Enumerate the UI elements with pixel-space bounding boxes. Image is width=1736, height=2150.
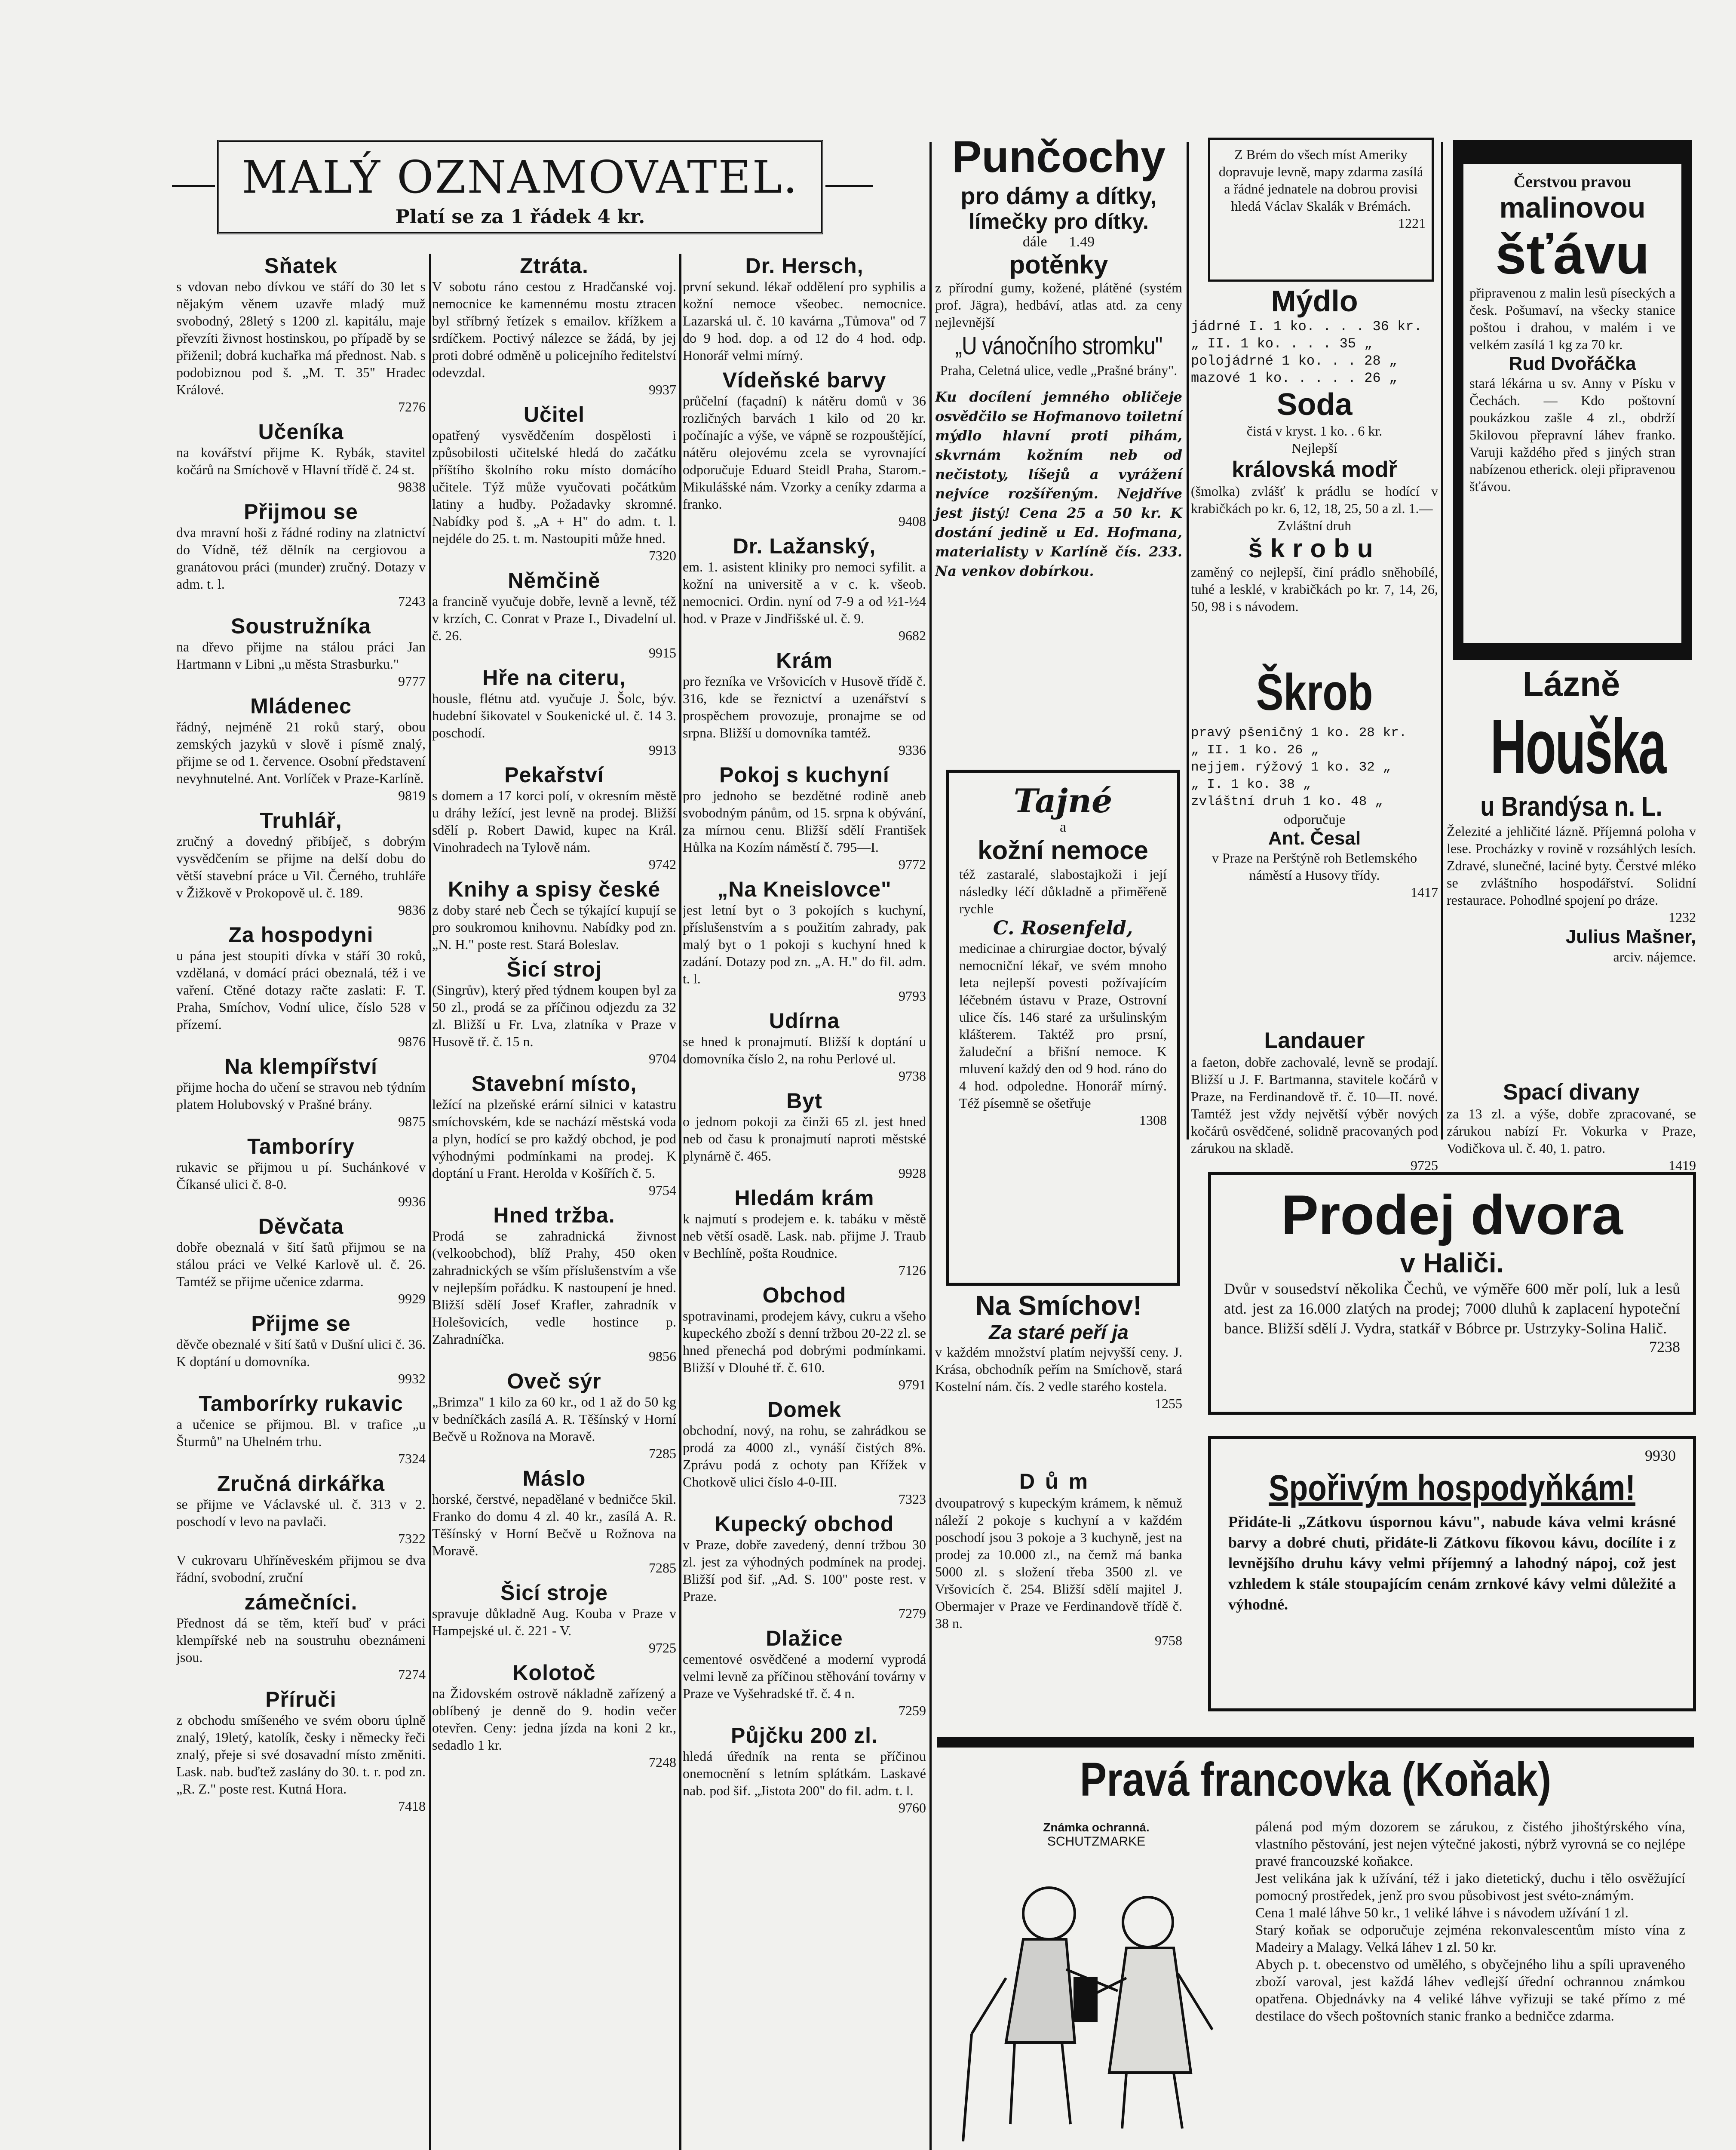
konak-text-1: pálená pod mým dozorem se zárukou, z čistého jihoštýrského vína, vlastního pěstování, jest nejen výtečné jakosti, nýbrž vyrovná se co nejlépe pravé francouzské koňakce. (1255, 1819, 1685, 1869)
skrob-price-list (1191, 725, 1438, 811)
classified-ad (176, 1687, 426, 1815)
classified-heading: Za hospodyni (228, 923, 374, 947)
classified-ad (432, 1072, 676, 1199)
puncochy-text: z přírodní gumy, kožené, plátěné (systém prof. Jägra), hedbáví, atlas atd. za ceny nejlevnější (935, 280, 1182, 330)
classified-heading: „Na Kneislovce" (717, 877, 892, 901)
skrob2-ref: 1417 (1411, 885, 1438, 900)
classified-ref: 9754 (649, 1182, 676, 1198)
column-2 (432, 254, 676, 2150)
soda-text5: zaměný co nejlepší, činí prádlo sněhobílé, tuhé a lesklé, v krabičkách po kr. 7, 14, 26, 50, 98 i s návodem. (1191, 564, 1438, 614)
classified-ad (176, 1312, 426, 1387)
classified-heading: Šicí stroje (500, 1581, 608, 1605)
classified-ad (176, 500, 426, 610)
classified-ref: 7243 (398, 593, 426, 609)
classified-ad (683, 1009, 926, 1084)
classified-ad (176, 1471, 426, 1547)
header-box (217, 140, 823, 234)
classified-heading: Máslo (522, 1466, 586, 1490)
konak-box (937, 1737, 1694, 2150)
classified-ref: 9738 (899, 1068, 926, 1084)
puncochy-dale: dále (1022, 234, 1047, 250)
classified-heading: Krám (776, 648, 833, 673)
classified-heading: Učitel (523, 402, 585, 427)
classified-ref: 9932 (398, 1371, 426, 1386)
smichov-text: v každém množství platím nejvyšší ceny. J. Krása, obchodník peřím na Smíchově, stará Kostelní nám. čís. 2 vedle starého kostela. (935, 1344, 1182, 1394)
classified-ref: 7322 (398, 1531, 426, 1546)
classified-heading: Hře na citeru, (482, 666, 626, 690)
skrob2-text: v Praze na Perštýně roh Betlemského náměstí a Husovy třídy. (1212, 850, 1417, 883)
classified-text: a učenice se přijmou. Bl. v trafice „u Šturmů" na Uhelném trhu. (176, 1416, 426, 1449)
lazne-name: Julius Mašner, (1565, 926, 1696, 947)
landauer-text: a faeton, dobře zachovalé, levně se prodají. Bližší u J. F. Bartmanna, stavitele kočárů v Praze, na Ferdinandově tř. č. 10—II. nové. Tamtéž jest vždy největší výběr nových kočárů osvědčené, solidně pracovaných pod zárukou na skladě. (1191, 1054, 1438, 1156)
classified-text: jest letní byt o 3 pokojích s kuchyní, příslušenstvím a s použitím zahrady, pak malý byt o 1 pokoji s kuchyní hned k zadání. Dotazy pod zn. „A. H." do fil. adm. t. l. (683, 902, 926, 986)
classified-ad (432, 1581, 676, 1656)
classified-ad (683, 763, 926, 873)
classified-text: na kovářství přijme K. Rybák, stavitel kočárů na Smíchově v Hlavní třídě č. 24 st. (176, 445, 426, 477)
classified-heading: zámečníci. (244, 1590, 358, 1614)
classified-heading: Byt (786, 1089, 822, 1113)
classified-text: se přijme ve Václavské ul. č. 313 v 2. poschodí v levo na pavlači. (176, 1496, 426, 1529)
dvur-ref: 7238 (1649, 1338, 1680, 1355)
dvur-sub: v Haliči. (1400, 1247, 1504, 1278)
classified-text: pro jednoho se bezdětné rodině aneb svobodným pánům, od 15. srpna k obývání, za mírnou cenu. Bližší sdělí František Hůlka na Kozím náměstí č. 795—I. (683, 788, 926, 855)
lazne-t3: u Brandýsa n. L. (1480, 791, 1662, 822)
sporivym-title: Spořivým hospodyňkám! (1268, 1468, 1636, 1508)
soda-text2: Nejlepší (1291, 440, 1337, 456)
column-rule-3 (929, 142, 932, 2150)
tajne-box (946, 770, 1180, 1286)
dum-ref: 9758 (1155, 1633, 1182, 1648)
classified-heading: Přijmou se (244, 500, 358, 524)
classified-text: k najmutí s prodejem e. k. tabáku v městě neb větší osadě. Lask. nab. přijme J. Traub v Bechlíně, pošta Roudnice. (683, 1211, 926, 1261)
sporivym-box (1208, 1436, 1696, 1711)
konak-text (1255, 1818, 1685, 2025)
price-row: „ II. 1 ko. 26 „ (1191, 743, 1319, 758)
tajne-text1: též zastaralé, slabostajkoži i její následky léčí důkladně a přiměřeně rychle (959, 866, 1167, 916)
classified-ref: 7248 (649, 1754, 676, 1770)
landauer-title: Landauer (1264, 1028, 1365, 1053)
puncochy-addr: Praha, Celetná ulice, vedle „Prašné brány". (940, 362, 1178, 378)
divany-ref: 1419 (1669, 1158, 1696, 1173)
classified-ad (683, 1723, 926, 1816)
classified-ad (683, 1626, 926, 1719)
tajne-text2: medicinae a chirurgiae doctor, bývalý nemocniční lékař, ve svém mnoho leta nejlepší povesti požívajícím léčebném ústavu v Praze, Ostrovní ulice čís. 146 staré za uršulinským klášterem. Taktéž pro prsní, žaludeční a břišní nemoce. K mluvení každý den od 9 hod. ráno do 4 hod. odpoledne. Honorář mírný. Též písemně se ošetřuje (959, 940, 1167, 1111)
smichov-title: Na Smíchov! (975, 1290, 1142, 1321)
classified-ref: 7259 (899, 1703, 926, 1718)
puncochy-potenky: potěnky (1009, 250, 1108, 279)
smichov-sub: Za staré peří ja (989, 1321, 1129, 1343)
konak-text-5: Abych p. t. obecenstvo od umělého, s obyčejného lihu a spíli upraveného zboží varoval, jest každá láhev vedlejší úřední ochrannou známkou opatřena. Objednávky na 4 veliké láhve vyřizuji se také přímo z mé destilace do všech poštovních stanic franko a bedničce zdarma. (1255, 1957, 1685, 2024)
classified-heading: Tamborírky rukavic (199, 1391, 403, 1416)
skrob2-odp: odporučuje (1283, 811, 1346, 827)
classified-heading: Na klempířství (224, 1054, 377, 1078)
classified-text: s vdovan nebo dívkou ve stáří do 30 let s nějakým věnem uzavře mladý muž svobodný, 28letý s 1200 zl. kapitálu, maje převzíti živnost hostinskou, po případě by se přiženil; dobrá kuchařka má přednost. Nab. s podobiznou pod š. „M. T. 35" Hradec Králové. (176, 279, 426, 397)
column-rule-5 (1441, 142, 1443, 1140)
classified-heading: Přijme se (251, 1312, 351, 1336)
malinova-box (1453, 140, 1692, 660)
classified-ad (176, 254, 426, 415)
classified-ad (176, 808, 426, 918)
tajne-a: a (1059, 819, 1067, 835)
price-row: „ II. 1 ko. . . . 35 „ (1191, 336, 1373, 352)
classified-ad (683, 648, 926, 759)
classified-ref: 7276 (398, 399, 426, 415)
classified-text: opatřený vysvědčením dospělosti i způsobilosti učitelské hledá do začátku příštího školního roku místo domácího učitele. Týž může vyučovati počátkům latiny a hudby. Požadavky skromné. Nabídky pod š. „A + H" do adm. t. l. nejdéle do 25. t. m. Nastoupiti může hned. (432, 427, 676, 546)
tajne-name: C. Rosenfeld, (993, 917, 1133, 939)
trademark-illustration (946, 1849, 1247, 2150)
classified-heading: Hledám krám (734, 1186, 874, 1210)
classified-ad (432, 763, 676, 873)
price-row: mazové 1 ko. . . . . 26 „ (1191, 370, 1398, 386)
classified-text: a francině vyučuje dobře, levně a levně, též v krzích, C. Conrat v Praze I., Divadelní ul. č. 26. (432, 593, 676, 643)
classified-ref: 7274 (398, 1667, 426, 1682)
classified-heading: Zručná dirkářka (217, 1471, 385, 1496)
classified-ad (176, 1134, 426, 1210)
classified-ref: 7285 (649, 1446, 676, 1461)
classified-ref: 9819 (398, 788, 426, 803)
classified-ref: 9408 (899, 513, 926, 529)
classified-heading: Šicí stroj (506, 957, 602, 981)
malinova-t1: Čerstvou pravou (1513, 173, 1632, 191)
classified-heading: Ztráta. (520, 254, 589, 278)
classified-ref: 9913 (649, 742, 676, 758)
classified-text: cementové osvědčené a moderní vyprodá velmi levně za příčinou stěhování továrny v Praze ve Vyšehradské tř. č. 4 n. (683, 1651, 926, 1701)
classified-heading: Němčině (508, 568, 601, 593)
classified-heading: Domek (767, 1398, 841, 1422)
classified-ad (683, 1283, 926, 1393)
skrob-title: škrobu (1248, 534, 1381, 563)
lazne-t1: Lázně (1522, 665, 1620, 703)
classified-text: horské, čerstvé, nepadělané v bedničce 5kil. Franko do domu 4 zl. 40 kr., zasílá A. R. Těšínský v Horní Bečvě u Rožnova na Moravě. (432, 1491, 676, 1558)
konak-text-2: Jest velikána jak k užívání, též i jako dietetický, duchu i tělo osvěžující pomocný prostředek, jenž pro svou působivost jest svéto-známým. (1255, 1871, 1685, 1904)
classified-text: o jednom pokoji za činži 65 zl. jest hned neb od času k pronajmutí naproti městské plynárně č. 465. (683, 1114, 926, 1164)
column-rule-2 (679, 254, 681, 2150)
mydlo-title: Mýdlo (1271, 284, 1358, 318)
landauer-ad (1191, 1028, 1438, 1174)
classified-heading: Děvčata (258, 1214, 344, 1238)
classified-ref: 9725 (649, 1640, 676, 1656)
price-row: nejjem. rýžový 1 ko. 32 „ (1191, 760, 1391, 775)
classified-text: Prodá se zahradnická živnost (velkoobchod), blíž Prahy, 450 oken zahradnických se vším příslušenstvím a vše v nejlepším pořádku. K nastoupení je hned. Bližší sdělí Josef Krafler, zahradník v Holešovicích, vedle hostince p. Zahradníčka. (432, 1228, 676, 1347)
malinova-t3: šťávu (1495, 223, 1650, 286)
classified-text: první sekund. lékař oddělení pro syphilis a kožní nemoce všeobec. nemocnice. Lazarská ul. č. 10 kavárna „Tůmova" od 7 do 9 hod. dop. a od 12 do 4 hod. odp. Honorář velmi mírný. (683, 279, 926, 363)
classified-text: Přednost dá se těm, kteří buď v práci klempířské neb na soustruhu obeznámeni jsou. (176, 1615, 426, 1665)
malinova-name: Rud Dvořáčka (1509, 353, 1636, 374)
mydlo-price-list (1191, 318, 1438, 387)
classified-text: housle, flétnu atd. vyučuje J. Šolc, býv. hudební šikovatel v Soukenické ul. č. 14 3. poschodí. (432, 691, 676, 740)
puncochy-sub2: límečky pro dítky. (969, 209, 1149, 233)
dvur-title: Prodej dvora (1281, 1183, 1623, 1246)
classified-heading: Knihy a spisy české (448, 877, 661, 901)
classified-text: zručný a dovedný přibíječ, s dobrým vysvědčením se přijme na delší dobu do větší stavební práce u Vil. Černého, truhláře v Žižkově v Prokopově ul. č. 189. (176, 833, 426, 900)
soda-text: čistá v kryst. 1 ko. . 6 kr. (1246, 423, 1383, 439)
classified-heading: Obchod (762, 1283, 847, 1307)
classified-heading: Stavební místo, (471, 1072, 637, 1096)
dum-title: Dům (1019, 1469, 1098, 1493)
classified-heading: Dr. Hersch, (745, 254, 864, 278)
skrob-ad (1191, 660, 1438, 901)
classified-ad (683, 254, 926, 364)
classified-heading: Pokoj s kuchyní (719, 763, 889, 787)
trademark-label-2: SCHUTZMARKE (1047, 1834, 1146, 1849)
classified-ref: 9838 (398, 479, 426, 494)
lazne-ref: 1232 (1669, 909, 1696, 925)
classified-heading: Vídeňské barvy (722, 368, 886, 392)
classified-text: z doby staré neb Čech se týkající kupují se pro soukromou knihovnu. Nabídky pod zn. „N. H." poste rest. Stará Boleslav. (432, 902, 676, 952)
classified-ad (432, 877, 676, 953)
modr-title: královská modř (1232, 457, 1397, 482)
classified-heading: Soustružníka (231, 614, 371, 638)
classified-ref: 9336 (899, 742, 926, 758)
page-title: MALÝ OZNAMOVATEL. (242, 151, 799, 203)
malinova-t2: malinovou (1499, 191, 1646, 224)
dum-ad (935, 1468, 1182, 1649)
classified-text: V sobotu ráno cestou z Hradčanské voj. nemocnice ke kamennému mostu ztracen byl stříbrný řetízek s emailov. křížkem a srdíčkem. Poctivý nálezce se žádá, by jej proti dobré odměně u policejního ředitelství odevzdal. (432, 279, 676, 380)
puncochy-price: 1.49 (1069, 234, 1095, 250)
classified-ref: 9836 (398, 902, 426, 918)
classified-text: z obchodu smíšeného ve svém oboru úplně znalý, 19letý, katolík, česky i německy řeči znalý, přeje si své dosavadní místo změniti. Lask. nab. buďtež zaslány do 30. t. r. pod zn. „R. Z." poste rest. Kutná Hora. (176, 1712, 426, 1797)
sporivym-ref: 9930 (1645, 1447, 1676, 1464)
column-rule-1 (429, 254, 431, 2150)
lazne-ad (1447, 664, 1696, 965)
classified-ad (683, 368, 926, 530)
divany-ad (1447, 1079, 1696, 1174)
classified-heading: Učeníka (258, 420, 344, 444)
column-3 (683, 254, 926, 2150)
classified-ad (432, 254, 676, 398)
classified-ad (432, 1466, 676, 1576)
classified-heading: Dlažice (766, 1626, 843, 1650)
classified-text: V cukrovaru Uhříněveském přijmou se dva řádní, svobodní, zruční (176, 1552, 426, 1585)
classified-heading: Půjčku 200 zl. (731, 1723, 878, 1748)
classified-heading: Oveč sýr (507, 1369, 601, 1393)
classified-heading: Kupecký obchod (715, 1512, 894, 1536)
classified-ad (432, 1203, 676, 1365)
tajne-title: Tajné (1013, 782, 1113, 820)
classified-ref: 9936 (398, 1194, 426, 1209)
classified-text: dobře obeznalá v šití šatů přijmou se na stálou práci ve Velké Karlově ul. č. 26. Tamtéž se přijme učenice zdarma. (176, 1239, 426, 1289)
classified-text: spravuje důkladně Aug. Kouba v Praze v Hampejské ul. č. 221 - V. (432, 1606, 676, 1638)
classified-ad (683, 1186, 926, 1279)
classified-text: dva mravní hoši z řádné rodiny na zlatnictví do Vídně, též dělník na cergiovou a granátovou práci (munder) zručný. Dotazy v adm. t. l. (176, 525, 426, 592)
column-rule-4 (1187, 142, 1189, 1140)
tajne-ref: 1308 (1139, 1112, 1167, 1128)
classified-ref: 7418 (398, 1798, 426, 1814)
price-row: jádrné I. 1 ko. . . . 36 kr. (1191, 319, 1422, 335)
classified-ref: 9793 (899, 988, 926, 1004)
classified-heading: Sňatek (264, 254, 337, 278)
dvur-text: Dvůr v sousedství několika Čechů, ve výměře 600 měr polí, luk a lesů atd. jest za 16.000 zlatých na prodej; 7000 dluhů k zaplacení hypoteční bance. Bližší sdělí J. Vydra, statkář v Bóbrce pr. Ustrzyky-Solina Halič. (1224, 1280, 1680, 1337)
header-rule-left (172, 185, 215, 187)
divany-text: za 13 zl. a výše, dobře zpracované, se zárukou nabízí Fr. Vokurka v Praze, Vodičkova ul. č. 40, 1. patro. (1447, 1106, 1696, 1156)
classified-ref: 9856 (649, 1348, 676, 1364)
classified-ref: 9791 (899, 1377, 926, 1392)
lazne-sub: arciv. nájemce. (1613, 949, 1696, 964)
tajne-sub: kožní nemoce (978, 836, 1148, 865)
classified-heading: Mládenec (250, 694, 352, 718)
classified-ad (432, 957, 676, 1067)
classified-heading: Dr. Lažanský, (733, 534, 876, 558)
price-row: pravý pšeničný 1 ko. 28 kr. (1191, 725, 1407, 740)
classified-text: u pána jest stoupiti dívka v stáří 30 roků, vzdělaná, v domácí práci obeznalá, též i ve vaření. Ctěné dotazy račte zaslati: F. T. Praha, Smíchov, Vodní ulice, číslo 528 v přízemí. (176, 948, 426, 1032)
classified-ad (683, 534, 926, 644)
konak-trademark (946, 1821, 1247, 2150)
classified-ad (176, 1214, 426, 1307)
classified-text: na Židovském ostrově nákladně zařízený a oblíbený je denně do 9. hodin večer otevřen. Ceny: jedna jízda na koni 2 kr., sedadlo 1 kr. (432, 1686, 676, 1753)
classified-ref: 9929 (398, 1291, 426, 1306)
header-rule-right (825, 185, 873, 187)
classified-ad (176, 614, 426, 690)
classified-ref: 7324 (398, 1451, 426, 1466)
price-row: „ I. 1 ko. 38 „ (1191, 777, 1311, 792)
smichov-ref: 1255 (1155, 1396, 1182, 1411)
amerika-box (1208, 138, 1434, 282)
classified-ref: 9760 (899, 1800, 926, 1815)
smichov-ad (935, 1290, 1182, 1412)
puncochy-sub: pro dámy a dítky, (960, 182, 1157, 209)
malinova-text: připravenou z malin lesů píseckých a česk. Pošumaví, na všecky stanice poštou i drahou, v malém i ve velkém zasílá 1 kg za 70 kr. (1469, 285, 1675, 352)
classified-ad (683, 1398, 926, 1508)
puncochy-shop: „U vánočního stromku" (955, 332, 1162, 360)
konak-text-3: Cena 1 malé láhve 50 kr., 1 veliké láhve i s návodem užívání 1 zl. (1255, 1905, 1629, 1921)
classified-ref: 9937 (649, 382, 676, 397)
classified-ad (432, 666, 676, 759)
classified-ad (176, 694, 426, 804)
classified-ref: 9704 (649, 1051, 676, 1066)
puncochy-ad (935, 131, 1182, 776)
classified-text: přijme hocha do učení se stravou neb týdním platem Holubovský v Prašné brány. (176, 1079, 426, 1112)
skrob2-title: Škrob (1256, 663, 1373, 721)
hofman-ad-text: Ku docílení jemného obličeje osvědčilo se Hofmanovo toiletní mýdlo hlavní proti pihám, skvrnám kožním neb od nečistoty, líšejů a vyrážení nejvíce rozšířeným. Nejdříve jest jistý! Cena 25 a 50 kr. K dostání jedině u Ed. Hofmana, materialisty v Karlíně čís. 233. Na venkov dobírkou. (935, 389, 1182, 579)
lazne-text: Železité a jehličité lázně. Příjemná poloha v lese. Procházky v rovině v rozsáhlých lesích. Zdravé, slunečné, laciné byty. Čerstvé mléko se zvláštního hospodářství. Solidní restaurace. Pohodlné spojení po dráze. (1447, 823, 1696, 908)
classified-ref: 7279 (899, 1606, 926, 1621)
sporivym-text: Přidáte-li „Zátkovu úspornou kávu", nabude káva velmi krásné barvy a dobré chuti, přidáte-li Zátkovu fíkovou kávu, docílíte i z levnějšího druhu kávy velmi příjemný a lahodný nápoj, což jest vzhledem k stále stoupajícím cenám zrnkové kávy velmi důležité a výhodné. (1228, 1513, 1676, 1613)
classified-ref: 9928 (899, 1165, 926, 1181)
classified-text: v Praze, dobře zavedený, denní tržbou 30 zl. jest za výhodných podmínek na prodej. Bližší pod šif. „Ad. S. 100" poste rest. v Praze. (683, 1537, 926, 1604)
classified-heading: Tamboríry (247, 1134, 355, 1158)
classified-ad (176, 1590, 426, 1683)
classified-ad (176, 1391, 426, 1467)
classified-ref: 9875 (398, 1114, 426, 1129)
mydlo-ad (1191, 284, 1438, 615)
konak-title: Pravá francovka (Koňak) (1080, 1753, 1552, 1806)
classified-heading: Hned tržba. (493, 1203, 615, 1227)
classified-text: obchodní, nový, na rohu, se zahrádkou se prodá za 4000 zl., vynáší čistých 8%. Zprávu podá z ochoty pan Křížek v Chotkově ulici číslo 4-0-III. (683, 1422, 926, 1490)
dvur-box (1208, 1172, 1696, 1415)
classified-text: s domem a 17 korci polí, v okresním městě u dráhy ležící, jest levně na prodej. Bližší sdělí p. Robert Dawid, kupec na Král. Vinohradech na Tylově nám. (432, 788, 676, 855)
classified-ad (683, 1512, 926, 1622)
classified-heading: Kolotoč (512, 1661, 596, 1685)
classified-ad (176, 1551, 426, 1586)
classified-text: em. 1. asistent kliniky pro nemoci syfilit. a kožní na universitě a v c. k. všeob. nemocnici. Ordin. nyní od 7-9 a od ½1-½4 hod. v Praze v Jindřišské ul. č. 9. (683, 559, 926, 626)
classified-text: rukavic se přijmou u pí. Suchánkové v Číkansé ulici č. 8-0. (176, 1159, 426, 1192)
soda-text3: (šmolka) zvlášť k prádlu se hodící v krabičkách po kr. 6, 12, 18, 25, 50 a zl. 1.— (1191, 483, 1438, 516)
landauer-ref: 9725 (1411, 1158, 1438, 1173)
puncochy-title: Punčochy (952, 132, 1166, 182)
classified-ad (176, 420, 426, 495)
classified-ad (432, 568, 676, 661)
price-row: polojádrné 1 ko. . . 28 „ (1191, 353, 1398, 369)
classified-ad (432, 402, 676, 564)
column-1 (176, 254, 426, 2150)
classified-ad (176, 923, 426, 1050)
classified-text: (Singrův), který před týdnem koupen byl za 50 zl., prodá se za příčinou odjezdu za 32 zl. Bližší u Fr. Lva, zlatníka v Praze v Husově tř. č. 15 n. (432, 982, 676, 1049)
classified-ref: 7320 (649, 548, 676, 563)
amerika-text: Z Brém do všech míst Ameriky dopravuje levně, mapy zdarma zasílá a řádné jednatele na dobrou provisi hledá Václav Skalák v Brémách. (1218, 147, 1423, 214)
classified-heading: Pekařství (504, 763, 604, 787)
classified-text: řádný, nejméně 21 roků starý, obou zemských jazyků v slově i písmě znalý, přijme se od 1. července. Osobní představení nevyhnutelné. Ant. Vorlíček v Praze-Karlíně. (176, 719, 426, 786)
classified-ref: 9682 (899, 628, 926, 643)
classified-text: „Brimza" 1 kilo za 60 kr., od 1 až do 50 kg v bedníčkách zasílá A. R. Těšínský v Horní Bečvě u Rožnova na Moravě. (432, 1394, 676, 1444)
classified-text: spotravinami, prodejem kávy, cukru a všeho kupeckého zboží s denní tržbou 20-22 zl. se hned přenechá pod dobrými podmínkami. Bližší v Dlouhé tř. č. 610. (683, 1308, 926, 1375)
classified-ref: 7323 (899, 1491, 926, 1507)
classified-ref: 9772 (899, 857, 926, 872)
soda-text4: Zvláštní druh (1277, 518, 1352, 533)
puncochy-dale-row (935, 233, 1182, 251)
classified-text: se hned k pronajmutí. Bližší k doptání u domovníka číslo 2, na rohu Perlové ul. (683, 1034, 926, 1066)
classified-heading: Truhlář, (260, 808, 342, 832)
skrob2-name: Ant. Česal (1268, 828, 1361, 849)
classified-ref: 9777 (398, 673, 426, 689)
classified-ref: 9876 (398, 1034, 426, 1049)
lazne-t2: Houška (1490, 703, 1665, 790)
divany-title: Spací divany (1503, 1080, 1640, 1105)
malinova-text4: stará lékárna u sv. Anny v Písku v Čechách. — Kdo poštovní poukázkou zašle 4 zl., obdrží 5kilovou přepravní láhev franko. Varuji každého před s jiných stran nabízenou etherick. oleji připravenou šťávou. (1469, 375, 1675, 494)
classified-ad (176, 1054, 426, 1130)
classified-text: na dřevo přijme na stálou práci Jan Hartmann v Libni „u města Strasburku." (176, 639, 426, 672)
classified-ref: 7285 (649, 1560, 676, 1576)
trademark-label-1: Známka ochranná. (1043, 1821, 1150, 1834)
classified-text: pro řezníka ve Vršovicích v Husově třídě č. 316, kde se řeznictví a uzenářství s prospěchem provozuje, pronajme se od srpna. Bližší u domovníka tamtéž. (683, 673, 926, 740)
classified-ad (683, 877, 926, 1004)
classified-ref: 7126 (899, 1262, 926, 1278)
classified-text: průčelní (façadní) k nátěru domů v 36 rozličných barvách 1 kilo od 20 kr. počínajíc a výše, ve vápně se rozpouštějící, nátěru olejovému zcela se vyrovnající odporučuje Eduard Steidl Praha, Starom.-Mikulášské nám. Vzorky a ceníky zdarma a franko. (683, 393, 926, 512)
classified-text: děvče obeznalé v šití šatů v Dušní ulici č. 36. K doptání u domovníka. (176, 1336, 426, 1369)
classified-heading: Udírna (769, 1009, 840, 1033)
classified-ref: 9915 (649, 645, 676, 660)
konak-text-4: Starý koňak se odporučuje zejména rekonvalescentům místo vína z Madeiry a Malagy. Velká láhev 1 zl. 50 kr. (1255, 1923, 1685, 1955)
soda-title: Soda (1276, 387, 1353, 422)
price-row: zvláštní druh 1 ko. 48 „ (1191, 794, 1383, 809)
classified-ad (683, 1089, 926, 1182)
classified-text: hledá úředník na renta se příčinou onemocnění s letním splátkám. Laskavé nab. pod šif. „Jistota 200" do fil. adm. t. l. (683, 1748, 926, 1798)
amerika-ref: 1221 (1398, 215, 1426, 231)
page-subtitle: Platí se za 1 řádek 4 kr. (395, 206, 645, 228)
classified-heading: Příruči (265, 1687, 337, 1711)
classified-ad (432, 1661, 676, 1771)
classified-ref: 9742 (649, 857, 676, 872)
classified-text: ležící na plzeňské erární silnici v katastru smíchovském, kde se nachází městská voda a plyn, hodící se pro každý obchod, je pod výhodnými podmínkami na prodej. K doptání u Frant. Herolda v Košířích č. 5. (432, 1096, 676, 1181)
dum-text: dvoupatrový s kupeckým krámem, k němuž náleží 2 pokoje s kuchyní a v každém poschodí jsou 3 pokoje a 3 kuchyně, jest na prodej za 10.000 zl., na čemž má banka 5000 zl. s složení třeba 3500 zl. ve Vršovicích č. 254. Bližší sdělí majitel J. Obermajer v Praze ve Ferdinandově třídě č. 38 n. (935, 1495, 1182, 1631)
classified-ad (432, 1369, 676, 1462)
